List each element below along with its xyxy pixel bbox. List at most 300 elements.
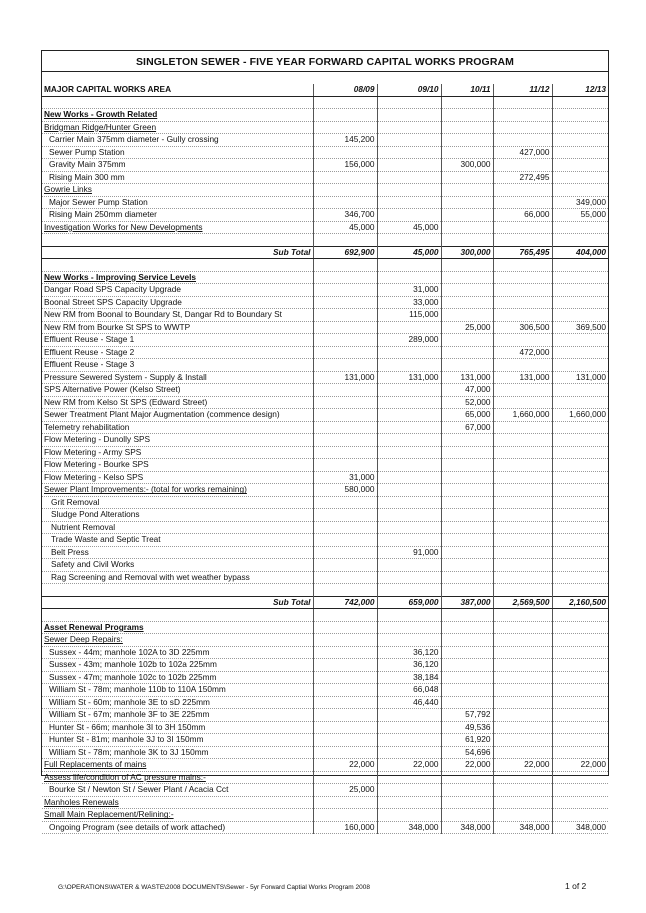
amount-cell [441,521,493,534]
table-header-row [42,84,608,96]
amount-cell: 346,700 [313,209,377,222]
amount-cell [377,409,441,422]
section-heading-row [42,621,608,634]
line-item-row [42,571,608,584]
amount-cell [441,696,493,709]
row-label: Pressure Sewered System - Supply & Install [42,371,313,384]
row-label: Gowrie Links [42,184,313,197]
row-label: Investigation Works for New Developments [42,221,313,234]
amount-cell [552,396,608,409]
row-label: Nutrient Removal [42,521,313,534]
amount-cell [493,721,552,734]
amount-cell [493,309,552,322]
footer-file-path: G:\OPERATIONS\WATER & WASTE\2008 DOCUMENTS\Sewer - 5yr Forward Captial Works Program 2008 [58,884,370,891]
amount-cell [313,409,377,422]
amount-cell: 289,000 [377,334,441,347]
amount-cell [313,721,377,734]
amount-cell: 54,696 [441,746,493,759]
line-item-row [42,521,608,534]
amount-cell [441,296,493,309]
amount-cell: 55,000 [552,209,608,222]
row-label: Small Main Replacement/Relining:- [42,809,313,822]
subtotal-label: Sub Total [42,246,313,259]
line-item-row [42,821,608,834]
subtotal-value: 387,000 [441,596,493,609]
amount-cell [441,259,493,272]
amount-cell [313,334,377,347]
line-item-row [42,284,608,297]
header-year: 10/11 [441,84,493,96]
amount-cell [313,384,377,397]
amount-cell [493,121,552,134]
amount-cell [552,784,608,797]
amount-cell [493,359,552,372]
subtotal-value: 2,160,500 [552,596,608,609]
amount-cell: 22,000 [377,759,441,772]
amount-cell [441,221,493,234]
amount-cell [441,659,493,672]
blank-row [42,234,608,247]
amount-cell [441,496,493,509]
row-label [42,234,313,247]
row-label: Sussex - 44m; manhole 102A to 3D 225mm [42,646,313,659]
amount-cell [313,696,377,709]
amount-cell [313,496,377,509]
amount-cell [493,771,552,784]
amount-cell [441,109,493,122]
amount-cell: 580,000 [313,484,377,497]
amount-cell [313,296,377,309]
row-label: New RM from Bourke St SPS to WWTP [42,321,313,334]
amount-cell [493,471,552,484]
amount-cell [493,184,552,197]
row-label: Bridgman Ridge/Hunter Green [42,121,313,134]
group-row [42,771,608,784]
row-label: Major Sewer Pump Station [42,196,313,209]
amount-cell [552,546,608,559]
amount-cell [377,421,441,434]
amount-cell [377,159,441,172]
amount-cell [313,571,377,584]
amount-cell [313,171,377,184]
amount-cell [313,309,377,322]
amount-cell [313,184,377,197]
amount-cell [552,96,608,109]
row-label: Effluent Reuse - Stage 3 [42,359,313,372]
amount-cell [552,496,608,509]
amount-cell [552,284,608,297]
amount-cell [377,359,441,372]
row-label: New Works - Growth Related [42,109,313,122]
amount-cell: 300,000 [441,159,493,172]
amount-cell [377,584,441,597]
amount-cell [552,134,608,147]
amount-cell [441,96,493,109]
amount-cell: 272,495 [493,171,552,184]
capital-works-table [42,84,608,834]
amount-cell [313,459,377,472]
amount-cell [441,784,493,797]
amount-cell [552,109,608,122]
amount-cell [441,484,493,497]
amount-cell: 91,000 [377,546,441,559]
row-label: Safety and Civil Works [42,559,313,572]
amount-cell [377,771,441,784]
line-item-row [42,309,608,322]
amount-cell [313,659,377,672]
row-label: Boonal Street SPS Capacity Upgrade [42,296,313,309]
amount-cell [441,234,493,247]
amount-cell [493,509,552,522]
amount-cell: 145,200 [313,134,377,147]
amount-cell [493,534,552,547]
line-item-row [42,721,608,734]
row-label: New RM from Kelso St SPS (Edward Street) [42,396,313,409]
amount-cell [313,796,377,809]
amount-cell [552,184,608,197]
amount-cell [313,684,377,697]
amount-cell [313,559,377,572]
amount-cell: 349,000 [552,196,608,209]
subtotal-value: 2,569,500 [493,596,552,609]
group-row [42,759,608,772]
line-item-row [42,784,608,797]
amount-cell [441,646,493,659]
amount-cell: 33,000 [377,296,441,309]
amount-cell [552,234,608,247]
amount-cell [313,421,377,434]
amount-cell [441,509,493,522]
amount-cell [493,384,552,397]
amount-cell [493,421,552,434]
amount-cell [377,146,441,159]
line-item-row [42,746,608,759]
amount-cell [441,146,493,159]
amount-cell: 348,000 [493,821,552,834]
amount-cell [552,421,608,434]
line-item-row [42,646,608,659]
amount-cell [313,109,377,122]
amount-cell [441,471,493,484]
amount-cell: 1,660,000 [552,409,608,422]
row-label: Telemetry rehabilitation [42,421,313,434]
amount-cell [313,709,377,722]
line-item-row [42,509,608,522]
amount-cell [441,609,493,622]
amount-cell [493,159,552,172]
amount-cell [313,196,377,209]
row-label: Effluent Reuse - Stage 1 [42,334,313,347]
amount-cell [493,284,552,297]
amount-cell [493,696,552,709]
amount-cell [493,659,552,672]
amount-cell: 160,000 [313,821,377,834]
amount-cell: 348,000 [377,821,441,834]
row-label: Effluent Reuse - Stage 2 [42,346,313,359]
row-label: Sewer Plant Improvements:- (total for works remaining) [42,484,313,497]
amount-cell [377,634,441,647]
line-item-row [42,384,608,397]
amount-cell [552,471,608,484]
subtotal-value: 45,000 [377,246,441,259]
amount-cell [441,196,493,209]
amount-cell [552,221,608,234]
amount-cell [493,609,552,622]
amount-cell [377,496,441,509]
amount-cell [377,509,441,522]
amount-cell [377,559,441,572]
amount-cell: 61,920 [441,734,493,747]
row-label: William St - 60m; manhole 3E to sD 225mm [42,696,313,709]
amount-cell [313,346,377,359]
amount-cell [377,459,441,472]
amount-cell: 22,000 [313,759,377,772]
amount-cell [552,146,608,159]
amount-cell [377,271,441,284]
blank-row [42,259,608,272]
amount-cell [441,184,493,197]
amount-cell [552,634,608,647]
line-item-row [42,709,608,722]
line-item-row [42,346,608,359]
amount-cell [493,109,552,122]
row-label: Asset Renewal Programs [42,621,313,634]
amount-cell: 31,000 [377,284,441,297]
amount-cell [313,509,377,522]
amount-cell [493,334,552,347]
amount-cell [493,734,552,747]
amount-cell [493,709,552,722]
amount-cell: 65,000 [441,409,493,422]
amount-cell: 115,000 [377,309,441,322]
amount-cell [441,334,493,347]
amount-cell: 131,000 [552,371,608,384]
amount-cell [552,121,608,134]
amount-cell [377,809,441,822]
row-label: Flow Metering - Dunolly SPS [42,434,313,447]
line-item-row [42,396,608,409]
amount-cell [441,621,493,634]
amount-cell [377,434,441,447]
amount-cell [313,671,377,684]
group-row [42,796,608,809]
amount-cell [552,509,608,522]
subtotal-row [42,596,608,609]
row-label: Gravity Main 375mm [42,159,313,172]
amount-cell: 45,000 [377,221,441,234]
row-label: Sussex - 43m; manhole 102b to 102a 225mm [42,659,313,672]
row-label: Hunter St - 81m; manhole 3J to 3I 150mm [42,734,313,747]
line-item-row [42,296,608,309]
amount-cell [313,746,377,759]
amount-cell: 348,000 [441,821,493,834]
amount-cell [441,284,493,297]
row-label: Carrier Main 375mm diameter - Gully crossing [42,134,313,147]
amount-cell [552,671,608,684]
amount-cell [313,321,377,334]
amount-cell [441,634,493,647]
amount-cell [493,584,552,597]
amount-cell [552,434,608,447]
amount-cell [493,546,552,559]
amount-cell: 348,000 [552,821,608,834]
amount-cell [493,459,552,472]
amount-cell: 156,000 [313,159,377,172]
amount-cell [313,771,377,784]
amount-cell [493,434,552,447]
amount-cell [313,96,377,109]
row-label: William St - 78m; manhole 110b to 110A 150mm [42,684,313,697]
amount-cell [313,234,377,247]
group-row [42,484,608,497]
row-label: Belt Press [42,546,313,559]
amount-cell [441,134,493,147]
amount-cell [313,434,377,447]
row-label: Sludge Pond Alterations [42,509,313,522]
amount-cell: 306,500 [493,321,552,334]
amount-cell [552,359,608,372]
amount-cell [552,609,608,622]
amount-cell [552,809,608,822]
row-label: Hunter St - 66m; manhole 3I to 3H 150mm [42,721,313,734]
row-label: Manholes Renewals [42,796,313,809]
amount-cell: 66,048 [377,684,441,697]
amount-cell [493,134,552,147]
row-label: Flow Metering - Kelso SPS [42,471,313,484]
amount-cell [493,646,552,659]
amount-cell: 22,000 [493,759,552,772]
line-item-row [42,134,608,147]
line-item-row [42,559,608,572]
row-label: Flow Metering - Army SPS [42,446,313,459]
amount-cell: 25,000 [441,321,493,334]
amount-cell: 369,500 [552,321,608,334]
amount-cell [552,159,608,172]
amount-cell [552,696,608,709]
amount-cell [552,721,608,734]
amount-cell: 66,000 [493,209,552,222]
amount-cell [552,259,608,272]
amount-cell [552,309,608,322]
header-year: 08/09 [313,84,377,96]
amount-cell: 52,000 [441,396,493,409]
section-heading-row [42,271,608,284]
row-label: Full Replacements of mains [42,759,313,772]
line-item-row [42,159,608,172]
amount-cell [552,684,608,697]
subtotal-value: 765,495 [493,246,552,259]
line-item-row [42,684,608,697]
amount-cell [377,609,441,622]
blank-row [42,584,608,597]
row-label: Bourke St / Newton St / Sewer Plant / Acacia Cct [42,784,313,797]
amount-cell [441,171,493,184]
amount-cell [441,584,493,597]
amount-cell [493,634,552,647]
row-label: Rising Main 300 mm [42,171,313,184]
works-program-sheet [41,50,609,832]
amount-cell [377,471,441,484]
amount-cell [552,621,608,634]
amount-cell [377,396,441,409]
amount-cell [493,196,552,209]
amount-cell [441,434,493,447]
line-item-row [42,534,608,547]
subtotal-label: Sub Total [42,596,313,609]
subtotal-value: 742,000 [313,596,377,609]
line-item-row [42,446,608,459]
amount-cell [552,646,608,659]
amount-cell [552,734,608,747]
line-item-row [42,409,608,422]
amount-cell [493,484,552,497]
amount-cell [377,234,441,247]
subtotal-value: 404,000 [552,246,608,259]
amount-cell [313,146,377,159]
amount-cell [377,446,441,459]
amount-cell [377,796,441,809]
amount-cell [377,571,441,584]
line-item-row [42,171,608,184]
amount-cell [377,184,441,197]
subtotal-value: 659,000 [377,596,441,609]
header-year: 09/10 [377,84,441,96]
header-year: 12/13 [552,84,608,96]
amount-cell: 1,660,000 [493,409,552,422]
row-label: Sewer Deep Repairs: [42,634,313,647]
amount-cell [377,709,441,722]
amount-cell [441,671,493,684]
amount-cell [552,771,608,784]
row-label: New RM from Boonal to Boundary St, Dangar Rd to Boundary St [42,309,313,322]
row-label: Rag Screening and Removal with wet weather bypass [42,571,313,584]
amount-cell [377,259,441,272]
amount-cell: 22,000 [552,759,608,772]
amount-cell [493,809,552,822]
amount-cell [552,659,608,672]
amount-cell [377,209,441,222]
line-item-row [42,734,608,747]
amount-cell: 45,000 [313,221,377,234]
row-label: Assess life/condition of AC pressure mains:- [42,771,313,784]
amount-cell [552,709,608,722]
amount-cell [552,446,608,459]
line-item-row [42,146,608,159]
amount-cell: 131,000 [377,371,441,384]
line-item-row [42,209,608,222]
amount-cell [493,746,552,759]
amount-cell [552,559,608,572]
amount-cell [377,96,441,109]
amount-cell [377,484,441,497]
amount-cell [377,321,441,334]
amount-cell [313,584,377,597]
amount-cell [441,684,493,697]
amount-cell: 131,000 [493,371,552,384]
amount-cell: 49,536 [441,721,493,734]
amount-cell [552,346,608,359]
amount-cell [493,234,552,247]
amount-cell [493,396,552,409]
row-label [42,609,313,622]
amount-cell: 36,120 [377,659,441,672]
amount-cell [552,746,608,759]
amount-cell [441,459,493,472]
amount-cell [493,446,552,459]
amount-cell: 38,184 [377,671,441,684]
group-row [42,121,608,134]
amount-cell [441,546,493,559]
